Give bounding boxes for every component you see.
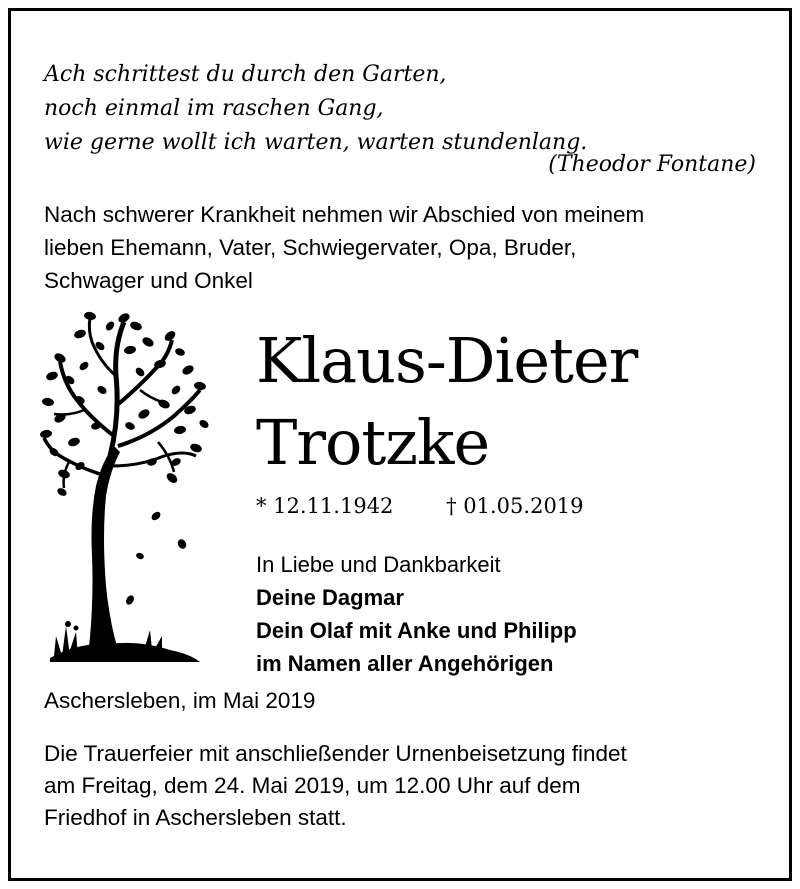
mourner-name: im Namen aller Angehörigen xyxy=(256,651,554,676)
poem-author: (Theodor Fontane) xyxy=(548,152,756,177)
mourners-block xyxy=(256,548,577,680)
poem-line: Ach schrittest du durch den Garten, xyxy=(44,62,447,87)
place-date: Aschersleben, im Mai 2019 xyxy=(44,688,316,713)
deceased-last-name: Trotzke xyxy=(256,406,490,479)
intro-line: Nach schwerer Krankheit nehmen wir Abschied von meinem xyxy=(44,202,645,227)
funeral-line: Die Trauerfeier mit anschließender Urnenbeisetzung findet xyxy=(44,741,627,766)
poem xyxy=(44,58,587,160)
tree-illustration xyxy=(40,306,212,672)
deceased-name xyxy=(256,320,637,484)
intro-line: lieben Ehemann, Vater, Schwiegervater, Opa, Bruder, xyxy=(44,235,577,260)
intro-line: Schwager und Onkel xyxy=(44,268,253,293)
funeral-info xyxy=(44,738,764,834)
poem-line: wie gerne wollt ich warten, warten stundenlang. xyxy=(44,130,588,155)
mourner-name: Deine Dagmar xyxy=(256,585,404,610)
birth-date: * 12.11.1942 xyxy=(256,494,394,518)
funeral-line: Friedhof in Aschersleben statt. xyxy=(44,805,347,830)
deceased-first-name: Klaus-Dieter xyxy=(256,324,638,397)
intro-text xyxy=(44,198,764,297)
mourners-intro: In Liebe und Dankbarkeit xyxy=(256,552,501,577)
death-date: † 01.05.2019 xyxy=(446,494,584,518)
mourner-name: Dein Olaf mit Anke und Philipp xyxy=(256,618,577,643)
poem-line: noch einmal im raschen Gang, xyxy=(44,96,384,121)
funeral-line: am Freitag, dem 24. Mai 2019, um 12.00 Uhr auf dem xyxy=(44,773,581,798)
life-dates xyxy=(256,494,584,518)
